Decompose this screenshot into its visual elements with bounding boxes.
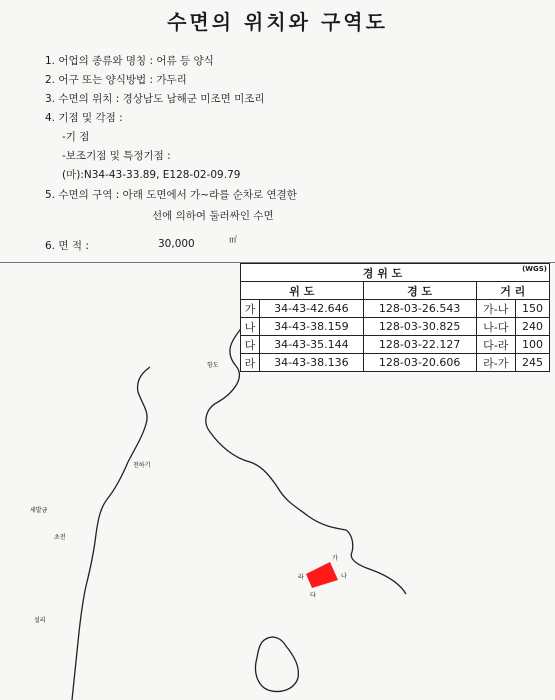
lon-cell: 128-03-22.127	[363, 336, 476, 354]
segment-cell: 나-다	[476, 318, 515, 336]
area-value: 30,000	[158, 238, 195, 250]
area-unit: ㎡	[229, 235, 237, 244]
header-lat: 위 도	[241, 282, 364, 300]
item-4-coordinate: (마):N34-43-33.89, E128-02-09.79	[62, 169, 241, 181]
header-dist: 거 리	[476, 282, 549, 300]
place-label-seol: 설리	[34, 617, 46, 624]
coordinate-table	[240, 263, 550, 372]
lat-cell: 34-43-42.646	[260, 300, 364, 318]
distance-cell: 245	[516, 354, 550, 372]
place-label-hangdo: 항도	[207, 362, 219, 369]
lat-cell: 34-43-35.144	[260, 336, 364, 354]
table-row	[241, 336, 550, 354]
item-5-area-desc-cont: 선에 의하여 둘러싸인 수면	[152, 210, 274, 222]
area-label: 6. 면 적 :	[45, 240, 89, 252]
distance-cell: 100	[516, 336, 550, 354]
item-4-points: 4. 기점 및 각점 :	[45, 112, 123, 124]
segment-cell: 가-나	[476, 300, 515, 318]
document-title: 수면의 위치와 구역도	[167, 10, 388, 34]
island-south	[256, 637, 299, 691]
table-title-cell	[241, 264, 550, 282]
point-label: 다	[241, 336, 260, 354]
point-label: 라	[241, 354, 260, 372]
header-lon: 경 도	[363, 282, 476, 300]
datum-label: (WGS)	[522, 264, 547, 273]
table-row	[241, 354, 550, 372]
segment-cell: 다-라	[476, 336, 515, 354]
place-label-cheonhagi: 천하기	[133, 462, 151, 469]
lon-cell: 128-03-20.606	[363, 354, 476, 372]
segment-cell: 라-가	[476, 354, 515, 372]
point-label: 나	[241, 318, 260, 336]
place-label-chojeon: 초전	[54, 534, 66, 541]
item-2-method: 2. 어구 또는 양식방법 : 가두리	[45, 74, 187, 86]
corner-label-ra: 라	[298, 574, 304, 581]
item-1-fishery-type: 1. 어업의 종류와 명칭 : 어류 등 양식	[45, 55, 214, 67]
item-3-location: 3. 수면의 위치 : 경상남도 남해군 미조면 미조리	[45, 93, 265, 105]
corner-label-na: 나	[341, 573, 347, 580]
item-4-aux-point: -보조기점 및 특정기점 :	[62, 150, 171, 162]
corner-label-da: 다	[310, 592, 316, 599]
point-label: 가	[241, 300, 260, 318]
lon-cell: 128-03-30.825	[363, 318, 476, 336]
item-4-base-point: -기 점	[62, 131, 90, 143]
lat-cell: 34-43-38.159	[260, 318, 364, 336]
aquaculture-zone	[306, 562, 338, 588]
table-row	[241, 300, 550, 318]
lon-cell: 128-03-26.543	[363, 300, 476, 318]
item-5-area-desc: 5. 수면의 구역 : 아래 도면에서 가~라를 순차로 연결한	[45, 189, 297, 201]
distance-cell: 150	[516, 300, 550, 318]
corner-label-ga: 가	[332, 555, 338, 562]
table-title: 경 위 도	[362, 266, 403, 280]
lat-cell: 34-43-38.136	[260, 354, 364, 372]
table-row	[241, 318, 550, 336]
distance-cell: 240	[516, 318, 550, 336]
place-label-sebalgeum: 세발금	[30, 507, 48, 514]
